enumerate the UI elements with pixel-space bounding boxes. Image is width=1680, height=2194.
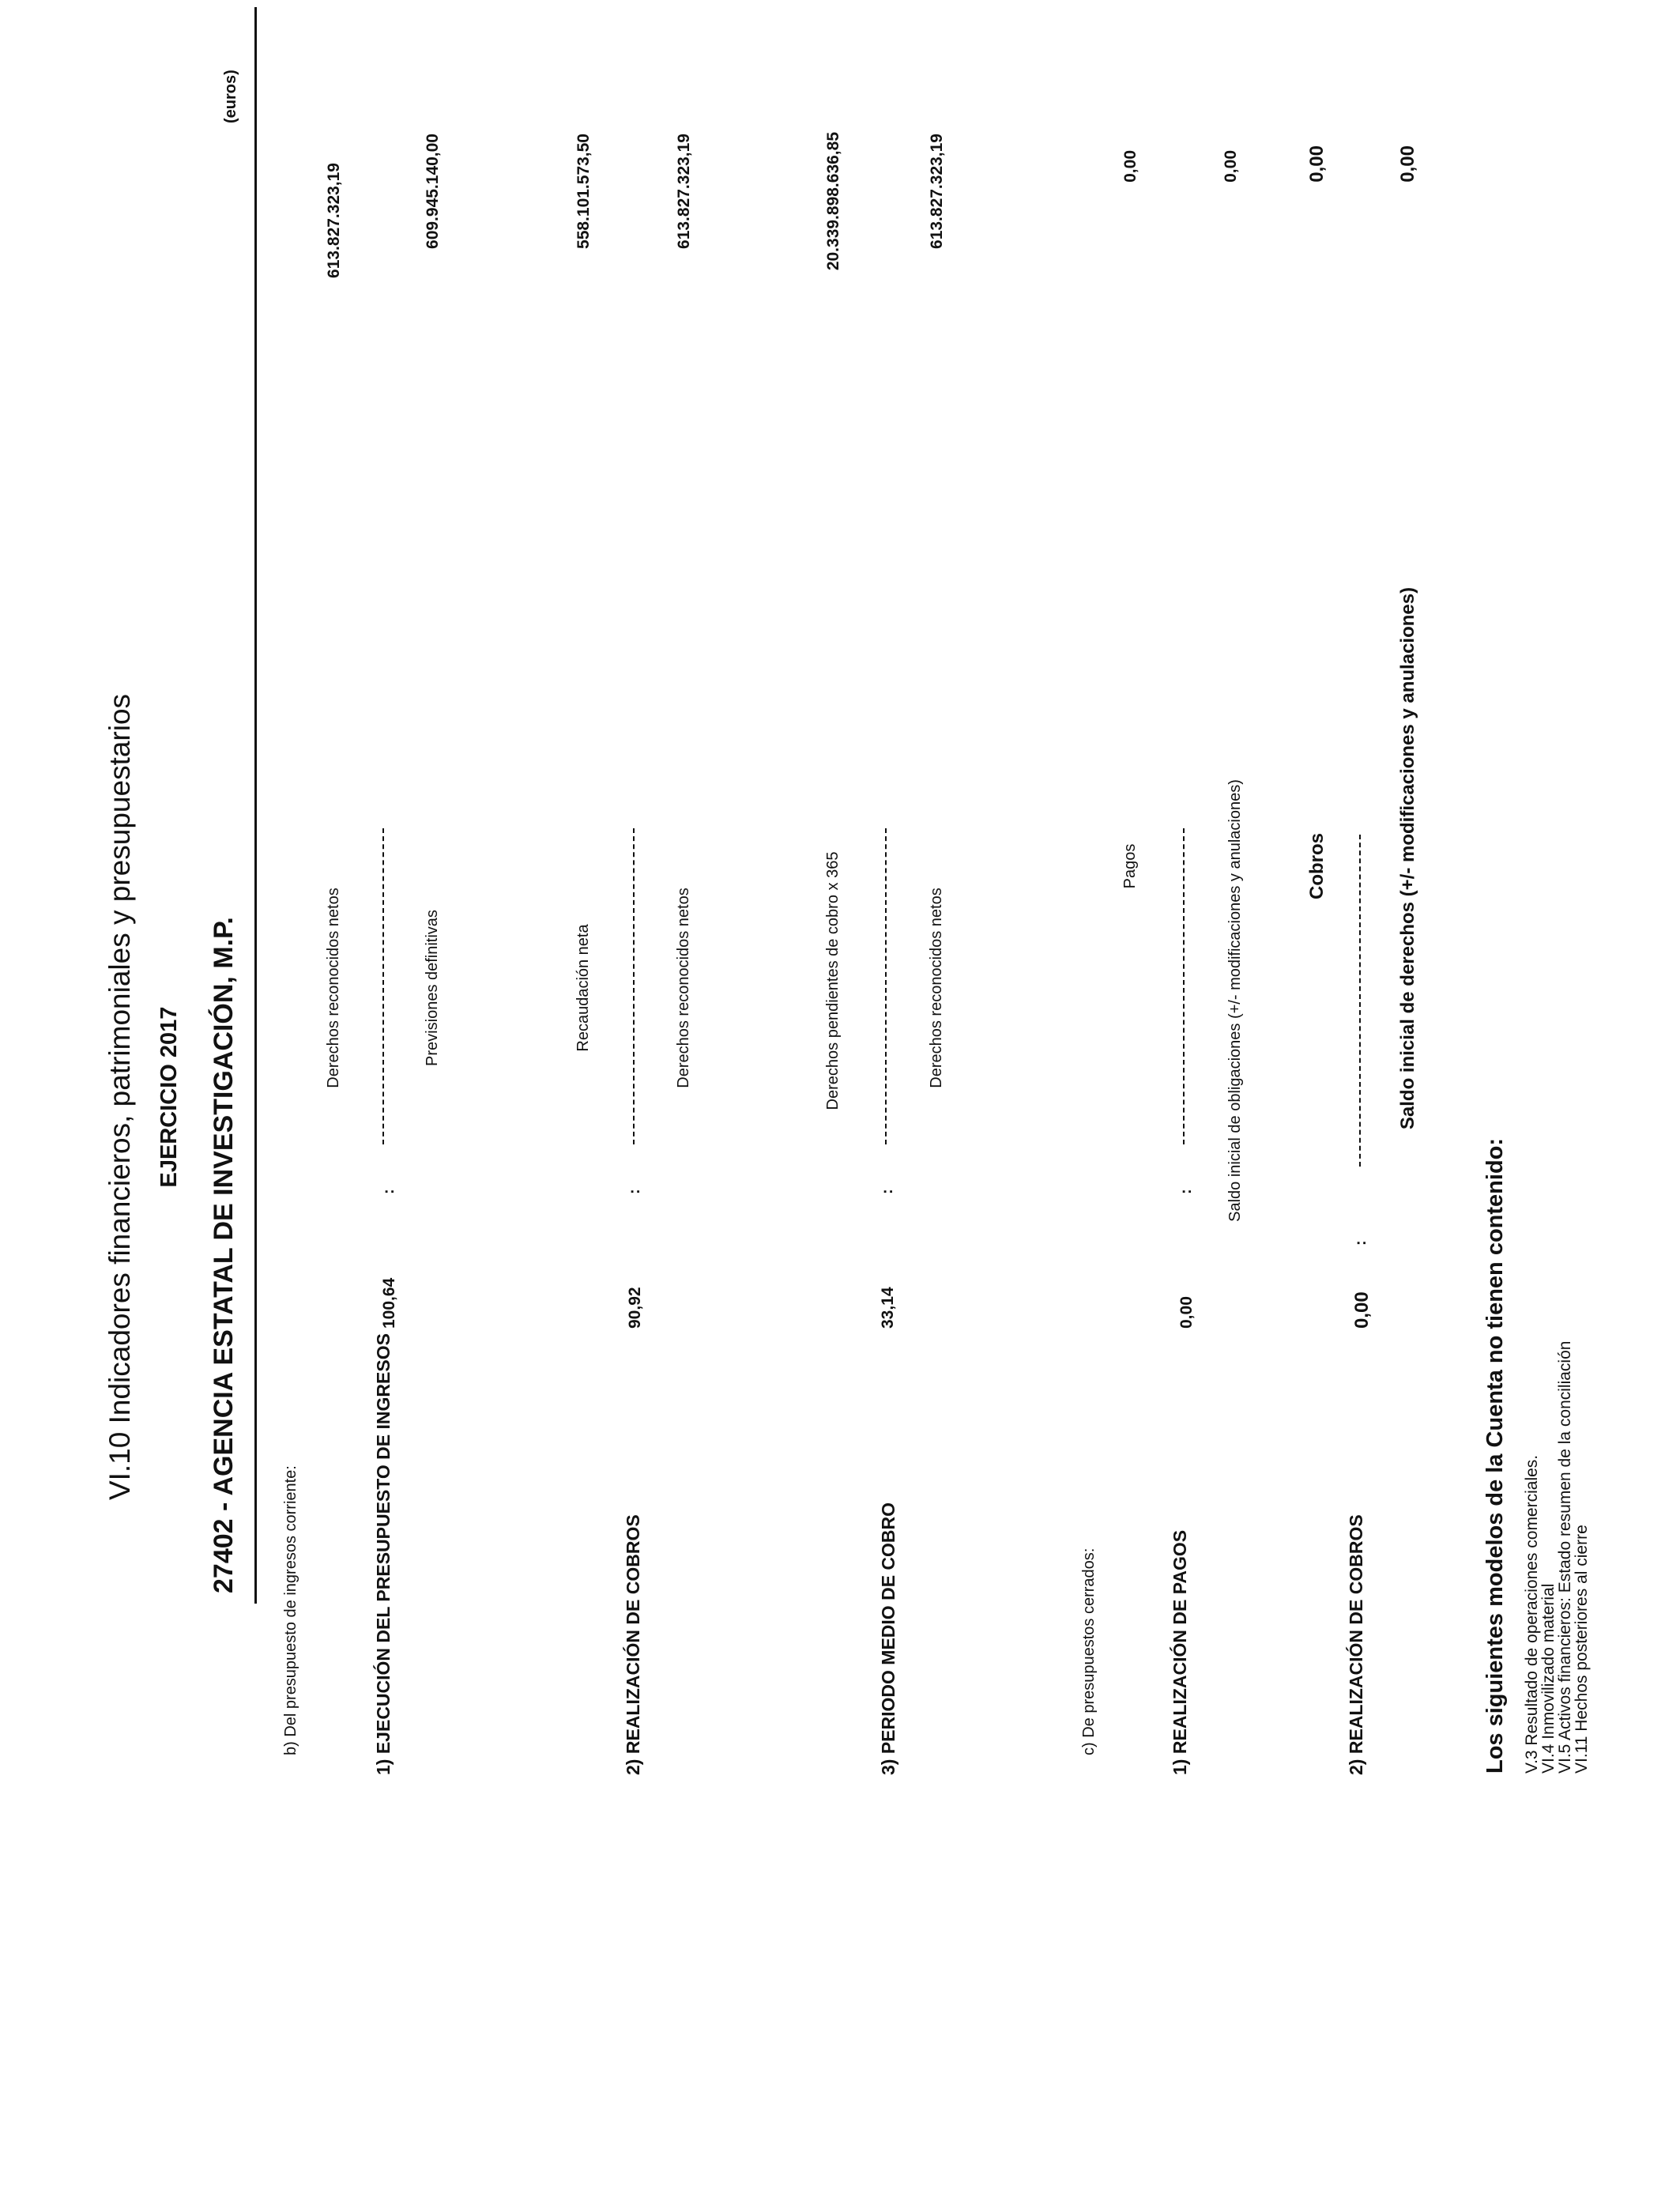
page-title: VI.10 Indicadores financieros, patrimoniales y presupuestarios (104, 693, 136, 1501)
ind-b3-denominator-label: Derechos reconocidos netos (928, 888, 945, 1088)
section-c-heading: c) De presupuestos cerrados: (1080, 1547, 1098, 1755)
ind-b1-label: 1) EJECUCIÓN DEL PRESUPUESTO DE INGRESOS (373, 1333, 394, 1775)
ind-b1-fraction-line (382, 828, 384, 1144)
ind-c1-label: 1) REALIZACIÓN DE PAGOS (1170, 1529, 1190, 1775)
ind-b2-value: 90,92 (626, 1287, 644, 1329)
ind-b2-numerator-value: 558.101.573,50 (574, 134, 593, 249)
ind-c2-numerator-value: 0,00 (1306, 145, 1328, 183)
ind-b2-denominator-label: Derechos reconocidos netos (675, 888, 692, 1088)
ind-c1-value: 0,00 (1177, 1296, 1196, 1329)
ind-c1-denominator-label: Saldo inicial de obligaciones (+/- modificaciones y anulaciones) (1226, 779, 1244, 1222)
ind-b3-numerator-value: 20.339.898.636,85 (824, 132, 842, 271)
section-b-heading: b) Del presupuesto de ingresos corriente: (282, 1465, 299, 1755)
exercise-year: EJERCICIO 2017 (156, 1006, 182, 1188)
footer-item: VI.5 Activos financieros: Estado resumen de la conciliación (1556, 1340, 1574, 1774)
header-rule (254, 7, 257, 1604)
ind-b1-value: 100,64 (380, 1277, 398, 1329)
ind-c1-fraction-line (1183, 828, 1185, 1144)
ind-b2-colon: : (626, 1189, 643, 1194)
ind-c2-value: 0,00 (1351, 1291, 1373, 1329)
ind-b1-numerator-value: 613.827.323,19 (325, 163, 343, 278)
ind-b1-denominator-label: Previsiones definitivas (424, 910, 441, 1066)
ind-c2-denominator-value: 0,00 (1397, 145, 1418, 183)
footer-heading: Los siguientes modelos de la Cuenta no tienen contenido: (1482, 1137, 1508, 1774)
ind-c2-colon: : (1352, 1240, 1369, 1246)
ind-b2-label: 2) REALIZACIÓN DE COBROS (623, 1514, 643, 1775)
ind-b3-value: 33,14 (879, 1287, 897, 1329)
footer-item: VI.11 Hechos posteriores al cierre (1573, 1525, 1591, 1774)
ind-b2-numerator-label: Recaudación neta (574, 924, 592, 1052)
ind-b3-denominator-value: 613.827.323,19 (928, 134, 946, 249)
entity-name: 27402 - AGENCIA ESTATAL DE INVESTIGACIÓN, M.P. (209, 917, 239, 1593)
ind-c2-fraction-line (1359, 835, 1361, 1167)
ind-c2-numerator-label: Cobros (1306, 833, 1328, 899)
ind-b1-denominator-value: 609.945.140,00 (424, 134, 442, 249)
footer-item: VI.4 Inmovilizado material (1539, 1583, 1558, 1774)
ind-b1-numerator-label: Derechos reconocidos netos (325, 888, 342, 1088)
ind-b1-colon: : (380, 1189, 397, 1194)
ind-c1-numerator-value: 0,00 (1121, 150, 1139, 183)
ind-c1-denominator-value: 0,00 (1222, 150, 1240, 183)
ind-b3-fraction-line (885, 828, 887, 1144)
ind-b3-label: 3) PERIODO MEDIO DE COBRO (878, 1502, 898, 1775)
ind-b3-colon: : (879, 1189, 896, 1194)
footer-item: V.3 Resultado de operaciones comerciales. (1523, 1454, 1541, 1774)
ind-b2-denominator-value: 613.827.323,19 (675, 134, 693, 249)
ind-c2-label: 2) REALIZACIÓN DE COBROS (1346, 1514, 1366, 1775)
ind-c2-denominator-label: Saldo inicial de derechos (+/- modificaciones y anulaciones) (1397, 586, 1418, 1130)
ind-c1-numerator-label: Pagos (1121, 843, 1139, 889)
currency-unit: (euros) (222, 70, 239, 123)
ind-b2-fraction-line (633, 828, 635, 1144)
ind-c1-colon: : (1177, 1189, 1195, 1194)
ind-b3-numerator-label: Derechos pendientes de cobro x 365 (824, 851, 842, 1110)
